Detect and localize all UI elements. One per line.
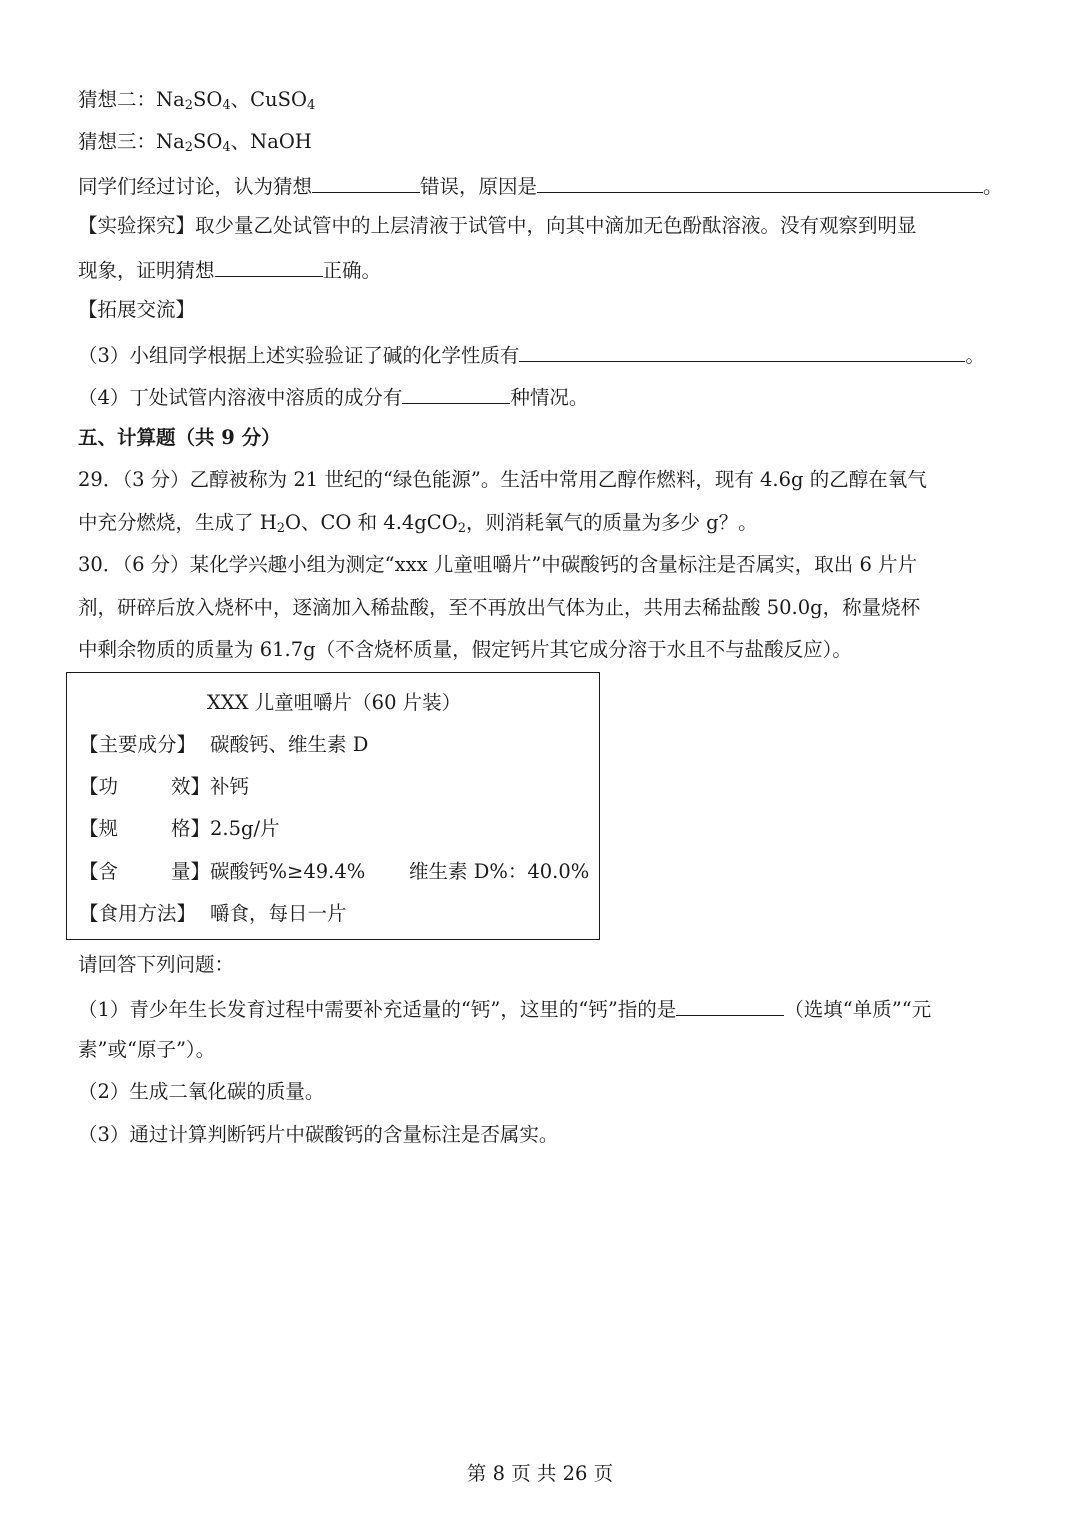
product-row-spec: 【规 格】 2.5g/片	[79, 817, 280, 840]
question-30-line-2: 剂，研碎后放入烧杯中，逐滴加入稀盐酸，至不再放出气体为止，共用去稀盐酸 50.0g，称量烧杯	[78, 596, 921, 619]
product-title: XXX 儿童咀嚼片（60 片装）	[206, 691, 462, 714]
question-3: （3）小组同学根据上述实验验证了碱的化学性质有 。	[78, 339, 985, 370]
question-29-line-2: 中充分燃烧，生成了 $H_2O$、CO 和 4.4gCO$_2$，则消耗氧气的质量为多少 g？。	[78, 511, 758, 536]
answer-blank-base-properties[interactable]	[519, 339, 965, 362]
question-30-line-1: 30．（6 分）某化学兴趣小组为测定“xxx 儿童咀嚼片”中碳酸钙的含量标注是否属实，取出 6 片片	[78, 553, 918, 576]
hypothesis-3: 猜想三：$Na_2SO_4$、NaOH	[78, 130, 312, 155]
answer-blank-calcium[interactable]	[676, 993, 784, 1016]
question-29-line-1: 29．（3 分）乙醇被称为 21 世纪的“绿色能源”。生活中常用乙醇作燃料，现有 4.6g 的乙醇在氧气	[78, 468, 927, 491]
answer-blank-reason[interactable]	[537, 170, 983, 193]
product-row-usage: 【食用方法】 嚼食，每日一片	[79, 902, 347, 925]
instruction: 请回答下列问题：	[78, 953, 235, 976]
page-footer: 第 8 页 共 26 页	[466, 1462, 614, 1485]
product-row-effect: 【功 效】 补钙	[79, 775, 250, 798]
product-row-content: 【含 量】 碳酸钙%≥49.4% 维生素 D%：40.0%	[79, 860, 590, 883]
product-row-ingredients: 【主要成分】 碳酸钙、维生素 D	[79, 733, 369, 756]
question-4: （4）丁处试管内溶液中溶质的成分有 种情况。	[78, 381, 588, 412]
section-heading: 五、计算题（共 9 分）	[78, 426, 281, 449]
experiment-line-2: 现象，证明猜想 正确。	[78, 254, 381, 285]
product-label-box	[66, 672, 600, 940]
sub-question-1-line-2: 素”或“原子”）。	[78, 1038, 216, 1061]
answer-blank-correct-hypothesis[interactable]	[215, 254, 323, 277]
discussion-line: 同学们经过讨论，认为猜想 错误，原因是 。	[78, 170, 1003, 201]
experiment-line-1: 【实验探究】取少量乙处试管中的上层清液于试管中，向其中滴加无色酚酞溶液。没有观察到明显	[78, 214, 917, 237]
question-30-line-3: 中剩余物质的质量为 61.7g（不含烧杯质量，假定钙片其它成分溶于水且不与盐酸反应）。	[78, 638, 852, 661]
answer-blank-cases[interactable]	[402, 381, 510, 404]
extension-heading: 【拓展交流】	[78, 298, 196, 321]
hypothesis-2: 猜想二：$Na_2SO_4$、CuSO$_4$	[78, 88, 316, 113]
sub-question-3: （3）通过计算判断钙片中碳酸钙的含量标注是否属实。	[78, 1123, 559, 1146]
answer-blank-wrong-hypothesis[interactable]	[312, 170, 420, 193]
sub-question-1-line-1: （1）青少年生长发育过程中需要补充适量的“钙”，这里的“钙”指的是 （选填“单质”“元	[78, 993, 931, 1024]
sub-question-2: （2）生成二氧化碳的质量。	[78, 1080, 325, 1103]
